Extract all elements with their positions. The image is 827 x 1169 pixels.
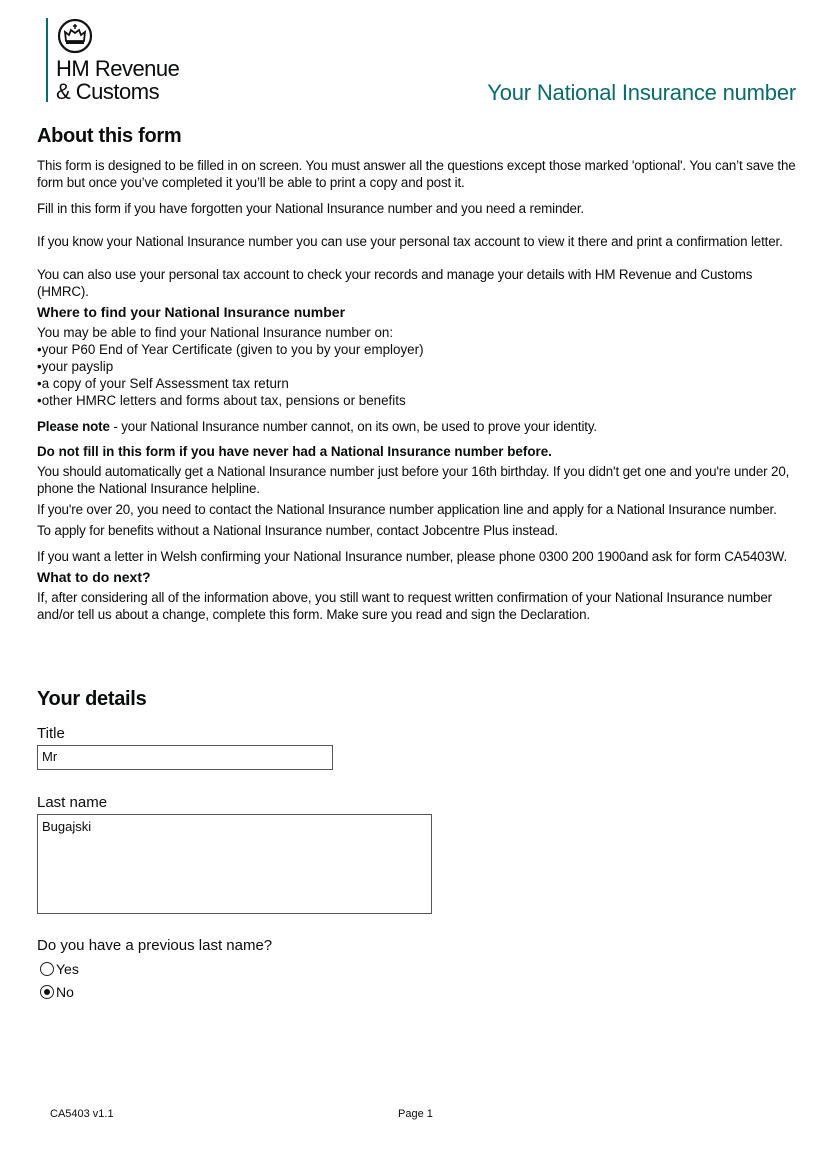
about-p1: This form is designed to be filled in on screen. You must answer all the questions except those marked 'optional'. You can’t save the form but once you’ve completed it you’ll be able to print a copy and post it. bbox=[37, 158, 796, 190]
details-section bbox=[37, 688, 797, 1007]
about-p8: If you want a letter in Welsh confirming your National Insurance number, please phone 0300 200 1900and ask for form CA5403W. bbox=[37, 549, 788, 564]
radio-no-label: No bbox=[56, 984, 74, 1000]
radio-yes[interactable] bbox=[37, 961, 797, 977]
about-p7: To apply for benefits without a National Insurance number, contact Jobcentre Plus instead. bbox=[37, 523, 558, 538]
do-not-heading: Do not fill in this form if you have never had a National Insurance number before. bbox=[37, 444, 552, 459]
where-item: • a copy of your Self Assessment tax return bbox=[37, 375, 797, 392]
about-p3: If you know your National Insurance number you can use your personal tax account to view it there and print a confirmation letter. bbox=[37, 234, 783, 249]
logo-line2: & Customs bbox=[56, 79, 160, 104]
logo-line1: HM Revenue bbox=[56, 56, 180, 81]
where-item: • other HMRC letters and forms about tax, pensions or benefits bbox=[37, 392, 797, 409]
where-heading: Where to find your National Insurance number bbox=[37, 304, 346, 320]
about-p5: You should automatically get a National Insurance number just before your 16th birthday. If you didn't get one and you're under 20, phone the National Insurance helpline. bbox=[37, 464, 790, 496]
note-bold: Please note bbox=[37, 419, 110, 434]
hmrc-logo bbox=[46, 18, 179, 102]
title-label: Title bbox=[37, 725, 65, 742]
form-code: CA5403 v1.1 bbox=[50, 1108, 114, 1120]
next-heading: What to do next? bbox=[37, 569, 151, 585]
radio-checked-icon[interactable] bbox=[40, 985, 54, 999]
about-p9: If, after considering all of the information above, you still want to request written confirmation of your National Insurance number and/or tell us about a change, complete this form. Make sure you read and sign the Declaration. bbox=[37, 590, 772, 622]
radio-no[interactable] bbox=[37, 984, 797, 1000]
note-text: - your National Insurance number cannot, on its own, be used to prove your identity. bbox=[109, 419, 597, 434]
details-heading: Your details bbox=[37, 688, 147, 710]
please-note bbox=[37, 418, 797, 435]
lastname-label: Last name bbox=[37, 794, 108, 811]
lastname-input[interactable]: Bugajski bbox=[37, 814, 432, 914]
where-item: • your P60 End of Year Certificate (given to you by your employer) bbox=[37, 341, 797, 358]
previous-lastname-question: Do you have a previous last name? bbox=[37, 937, 273, 954]
about-p2: Fill in this form if you have forgotten your National Insurance number and you need a reminder. bbox=[37, 201, 584, 216]
document-title: Your National Insurance number bbox=[487, 80, 796, 105]
about-section bbox=[37, 125, 797, 632]
about-p4: You can also use your personal tax account to check your records and manage your details with HM Revenue and Customs (HMRC). bbox=[37, 267, 753, 299]
radio-yes-label: Yes bbox=[56, 961, 79, 977]
about-p6: If you're over 20, you need to contact the National Insurance number application line and apply for a National Insurance number. bbox=[37, 502, 777, 517]
page-number: Page 1 bbox=[398, 1108, 433, 1120]
logo-text bbox=[56, 57, 179, 103]
radio-unchecked-icon[interactable] bbox=[40, 962, 54, 976]
crown-crest-icon bbox=[57, 18, 93, 54]
about-heading: About this form bbox=[37, 125, 182, 147]
where-list bbox=[37, 324, 797, 409]
title-input[interactable]: Mr bbox=[37, 745, 333, 770]
where-intro: You may be able to find your National Insurance number on: bbox=[37, 325, 394, 340]
where-item: • your payslip bbox=[37, 358, 797, 375]
